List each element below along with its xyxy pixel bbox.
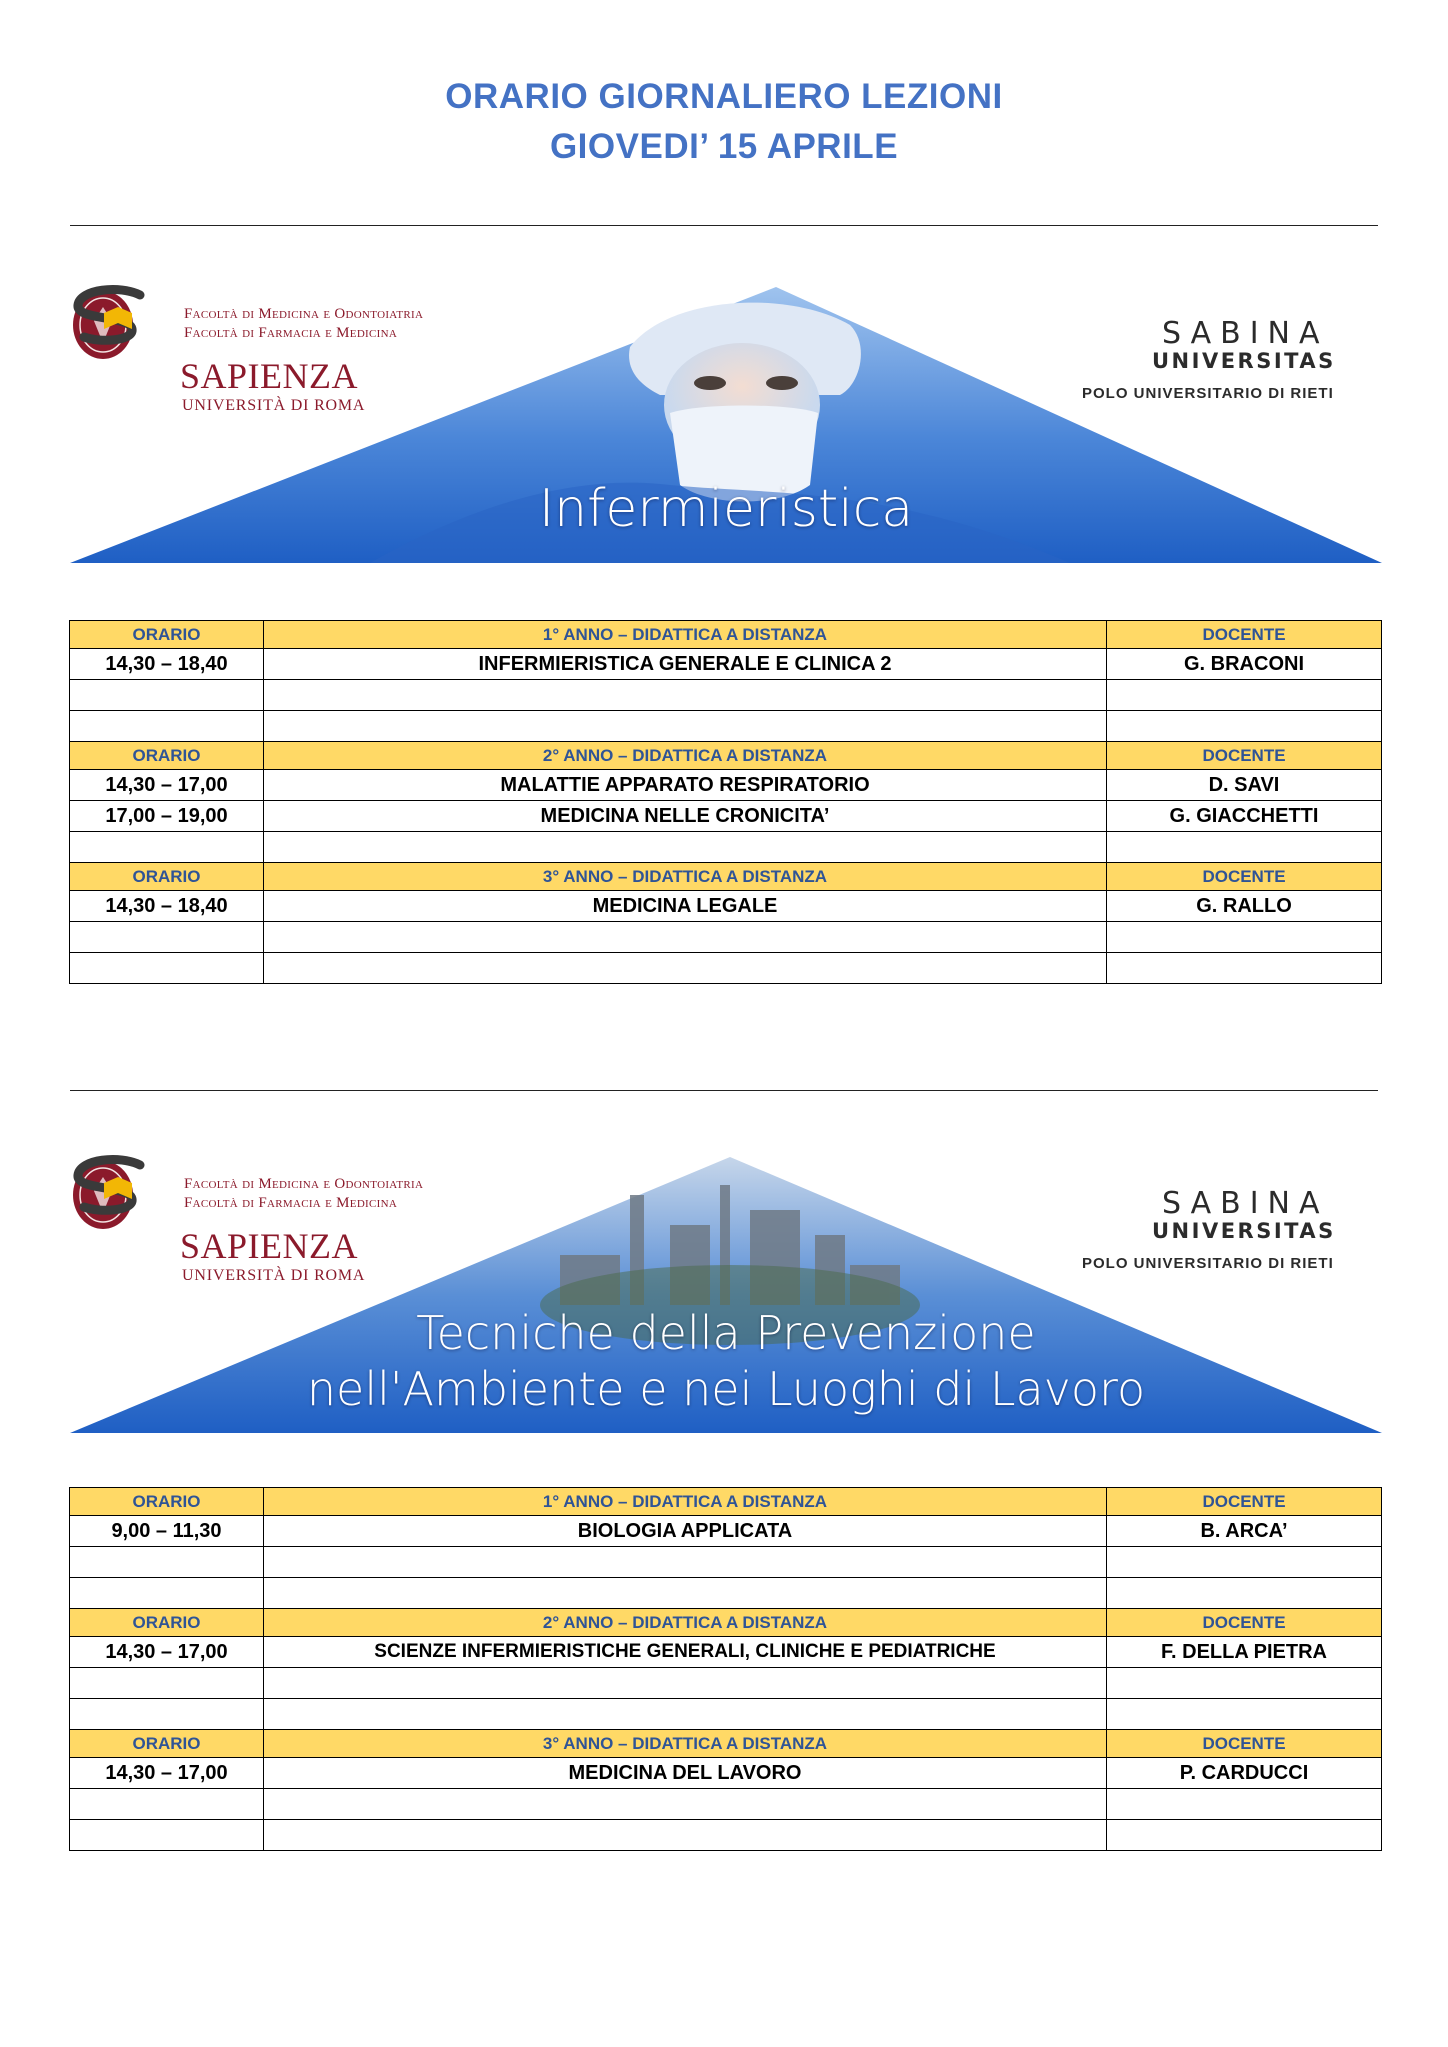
table-row xyxy=(70,1516,1382,1547)
col-docente: DOCENTE xyxy=(1107,742,1382,770)
col-orario: ORARIO xyxy=(70,1730,264,1758)
cell-docente xyxy=(1107,1668,1382,1699)
cell-docente xyxy=(1107,711,1382,742)
col-year: 2° ANNO – DIDATTICA A DISTANZA xyxy=(264,1609,1107,1637)
faculty-names xyxy=(184,305,423,343)
cell-orario: 9,00 – 11,30 xyxy=(70,1516,264,1547)
cell-course: MALATTIE APPARATO RESPIRATORIO xyxy=(264,770,1107,801)
divider xyxy=(70,225,1378,226)
table-row xyxy=(70,832,1382,863)
table-header-row xyxy=(70,863,1382,891)
cell-course: MEDICINA DEL LAVORO xyxy=(264,1758,1107,1789)
sapienza-subtitle: UNIVERSITÀ DI ROMA xyxy=(182,397,366,414)
cell-course: MEDICINA LEGALE xyxy=(264,891,1107,922)
cell-course xyxy=(264,711,1107,742)
cell-course xyxy=(264,1547,1107,1578)
table-row xyxy=(70,1547,1382,1578)
table-row xyxy=(70,1668,1382,1699)
cell-course xyxy=(264,953,1107,984)
cell-orario xyxy=(70,922,264,953)
cell-orario xyxy=(70,711,264,742)
banner-title-line1: Tecniche della Prevenzione xyxy=(416,1306,1036,1360)
table-row xyxy=(70,680,1382,711)
cell-orario: 17,00 – 19,00 xyxy=(70,801,264,832)
cell-orario xyxy=(70,1789,264,1820)
cell-docente xyxy=(1107,1699,1382,1730)
faculty-line1: Facoltà di Medicina e Odontoiatria xyxy=(184,306,424,322)
cell-docente xyxy=(1107,680,1382,711)
cell-docente: G. RALLO xyxy=(1107,891,1382,922)
divider xyxy=(70,1090,1378,1091)
col-orario: ORARIO xyxy=(70,621,264,649)
col-year: 1° ANNO – DIDATTICA A DISTANZA xyxy=(264,621,1107,649)
faculty-line2: Facoltà di Farmacia e Medicina xyxy=(184,325,398,341)
table-row xyxy=(70,1578,1382,1609)
cell-course: SCIENZE INFERMIERISTICHE GENERALI, CLINICHE E PEDIATRICHE xyxy=(264,1637,1107,1668)
sapienza-name: SAPIENZA xyxy=(180,1226,359,1266)
cell-docente: B. ARCA’ xyxy=(1107,1516,1382,1547)
col-docente: DOCENTE xyxy=(1107,621,1382,649)
table-row xyxy=(70,770,1382,801)
cell-course xyxy=(264,1820,1107,1851)
table-row xyxy=(70,801,1382,832)
cell-orario xyxy=(70,1578,264,1609)
sabina-book-logo-icon xyxy=(70,285,160,345)
cell-course xyxy=(264,1668,1107,1699)
cell-course xyxy=(264,1578,1107,1609)
cell-docente xyxy=(1107,1789,1382,1820)
cell-orario: 14,30 – 18,40 xyxy=(70,649,264,680)
col-docente: DOCENTE xyxy=(1107,1730,1382,1758)
table-header-row xyxy=(70,742,1382,770)
sabina-universitas: UNIVERSITAS xyxy=(1152,349,1336,373)
schedule-table-tecniche-prevenzione xyxy=(69,1487,1382,1851)
banner-title-line2: nell'Ambiente e nei Luoghi di Lavoro xyxy=(306,1362,1146,1416)
sapienza-subtitle: UNIVERSITÀ DI ROMA xyxy=(182,1267,366,1284)
table-row xyxy=(70,711,1382,742)
cell-course: MEDICINA NELLE CRONICITA’ xyxy=(264,801,1107,832)
sabina-name: SABINA xyxy=(1162,316,1329,351)
faculty-names xyxy=(184,1175,423,1213)
sabina-universitas: UNIVERSITAS xyxy=(1152,1219,1336,1243)
banner-tecniche-prevenzione xyxy=(70,1155,1382,1435)
table-header-row xyxy=(70,1730,1382,1758)
cell-docente xyxy=(1107,953,1382,984)
sapienza-name: SAPIENZA xyxy=(180,356,359,396)
banner-title: Infermieristica xyxy=(538,479,914,539)
page-title xyxy=(0,72,1448,172)
table-row xyxy=(70,922,1382,953)
table-row xyxy=(70,649,1382,680)
col-orario: ORARIO xyxy=(70,742,264,770)
cell-orario: 14,30 – 17,00 xyxy=(70,1637,264,1668)
col-orario: ORARIO xyxy=(70,1609,264,1637)
table-header-row xyxy=(70,1609,1382,1637)
cell-course: BIOLOGIA APPLICATA xyxy=(264,1516,1107,1547)
faculty-line2: Facoltà di Farmacia e Medicina xyxy=(184,1195,398,1211)
table-row xyxy=(70,1637,1382,1668)
cell-orario: 14,30 – 18,40 xyxy=(70,891,264,922)
cell-course xyxy=(264,1699,1107,1730)
table-row xyxy=(70,1758,1382,1789)
cell-docente: F. DELLA PIETRA xyxy=(1107,1637,1382,1668)
cell-course xyxy=(264,922,1107,953)
cell-orario: 14,30 – 17,00 xyxy=(70,1758,264,1789)
cell-orario xyxy=(70,953,264,984)
sabina-polo: POLO UNIVERSITARIO DI RIETI xyxy=(1082,385,1334,402)
table-row xyxy=(70,953,1382,984)
cell-orario: 14,30 – 17,00 xyxy=(70,770,264,801)
sabina-polo: POLO UNIVERSITARIO DI RIETI xyxy=(1082,1255,1334,1272)
table-header-row xyxy=(70,621,1382,649)
cell-docente xyxy=(1107,1547,1382,1578)
cell-docente: P. CARDUCCI xyxy=(1107,1758,1382,1789)
cell-docente: G. BRACONI xyxy=(1107,649,1382,680)
col-orario: ORARIO xyxy=(70,1488,264,1516)
table-header-row xyxy=(70,1488,1382,1516)
col-docente: DOCENTE xyxy=(1107,863,1382,891)
sabina-name: SABINA xyxy=(1162,1186,1329,1221)
table-row xyxy=(70,1699,1382,1730)
col-year: 3° ANNO – DIDATTICA A DISTANZA xyxy=(264,863,1107,891)
sabina-book-logo-icon xyxy=(70,1155,160,1215)
cell-orario xyxy=(70,1547,264,1578)
cell-docente xyxy=(1107,1578,1382,1609)
col-orario: ORARIO xyxy=(70,863,264,891)
schedule-table-infermieristica xyxy=(69,620,1382,984)
table-row xyxy=(70,1820,1382,1851)
col-docente: DOCENTE xyxy=(1107,1488,1382,1516)
cell-orario xyxy=(70,832,264,863)
cell-docente: D. SAVI xyxy=(1107,770,1382,801)
cell-orario xyxy=(70,1668,264,1699)
cell-docente xyxy=(1107,1820,1382,1851)
col-year: 2° ANNO – DIDATTICA A DISTANZA xyxy=(264,742,1107,770)
cell-orario xyxy=(70,1699,264,1730)
banner-infermieristica xyxy=(70,285,1382,565)
cell-docente xyxy=(1107,832,1382,863)
cell-course: INFERMIERISTICA GENERALE E CLINICA 2 xyxy=(264,649,1107,680)
col-docente: DOCENTE xyxy=(1107,1609,1382,1637)
cell-docente: G. GIACCHETTI xyxy=(1107,801,1382,832)
faculty-line1: Facoltà di Medicina e Odontoiatria xyxy=(184,1176,424,1192)
cell-orario xyxy=(70,680,264,711)
cell-orario xyxy=(70,1820,264,1851)
page-title-line1: ORARIO GIORNALIERO LEZIONI xyxy=(445,77,1003,116)
cell-course xyxy=(264,1789,1107,1820)
cell-course xyxy=(264,832,1107,863)
table-row xyxy=(70,891,1382,922)
cell-course xyxy=(264,680,1107,711)
page-title-date: GIOVEDI’ 15 APRILE xyxy=(549,127,899,166)
col-year: 1° ANNO – DIDATTICA A DISTANZA xyxy=(264,1488,1107,1516)
col-year: 3° ANNO – DIDATTICA A DISTANZA xyxy=(264,1730,1107,1758)
cell-docente xyxy=(1107,922,1382,953)
table-row xyxy=(70,1789,1382,1820)
banner-title xyxy=(70,1305,1382,1417)
